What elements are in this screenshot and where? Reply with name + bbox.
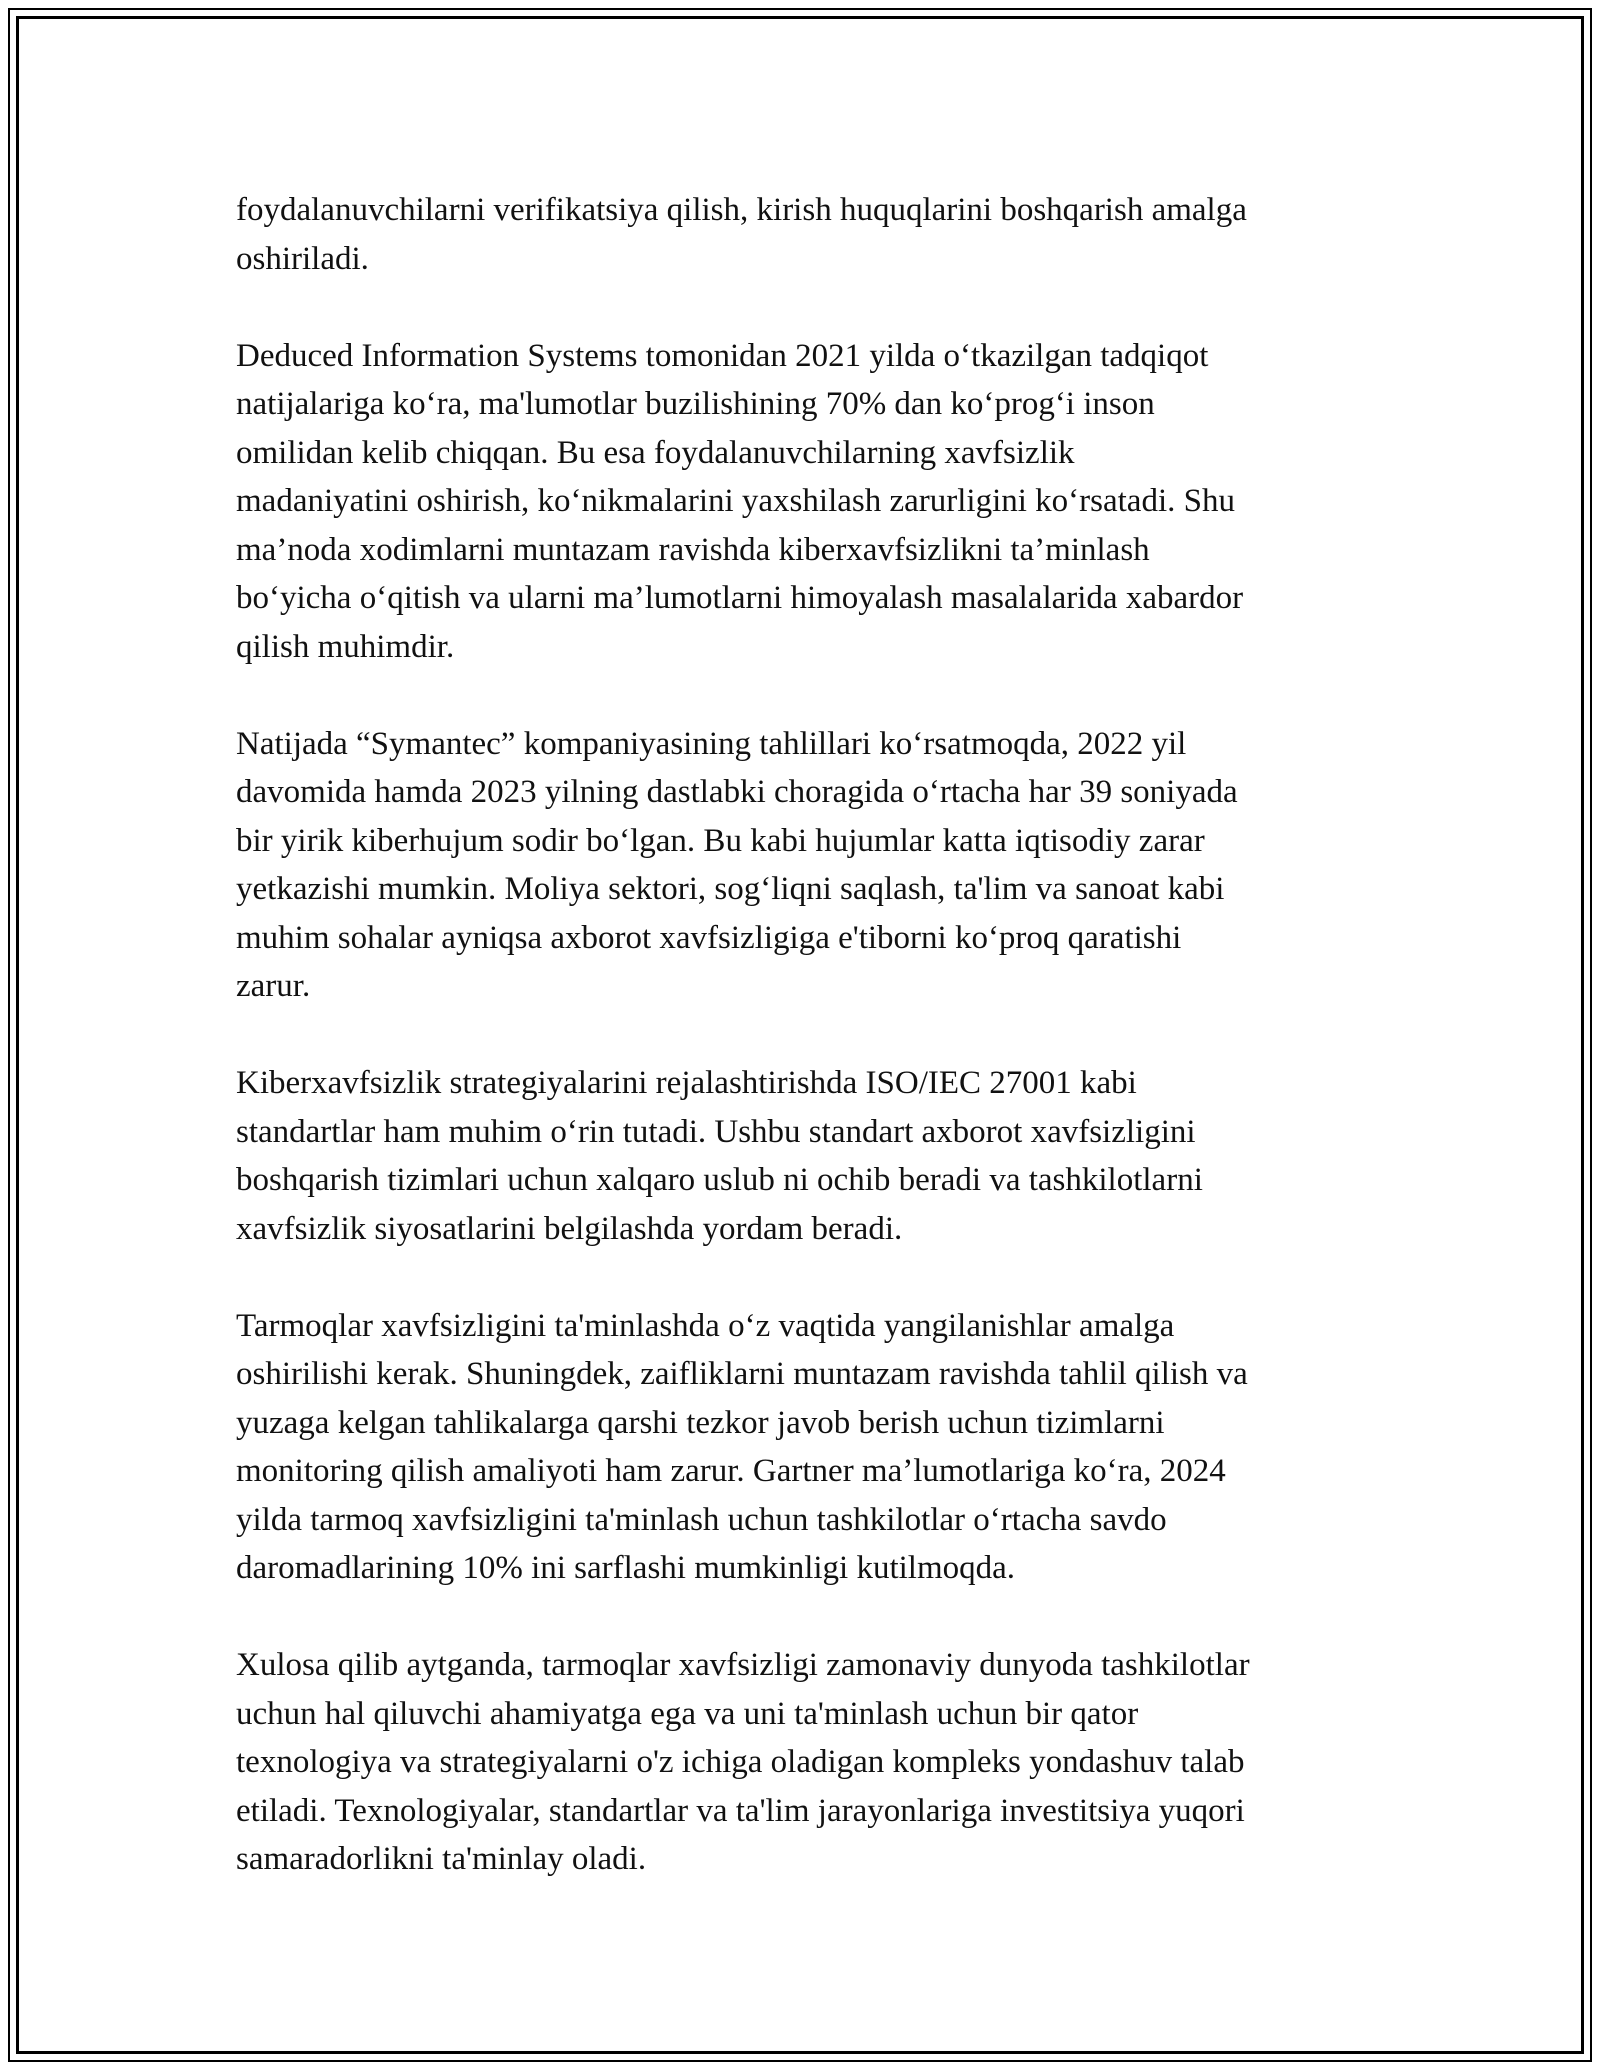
text-line: muhim sohalar ayniqsa axborot xavfsizligiga e'tiborni ko‘proq qaratishi (236, 919, 1182, 956)
paragraph-4 (236, 1059, 1376, 1253)
text-line: natijalariga ko‘ra, ma'lumotlar buzilishining 70% dan ko‘prog‘i inson (236, 386, 1155, 422)
text-line: boshqarish tizimlari uchun xalqaro uslub ni ochib beradi va tashkilotlarni (236, 1162, 1203, 1198)
text-line: qilish muhimdir. (236, 628, 455, 665)
text-line: Tarmoqlar xavfsizligini ta'minlashda o‘z vaqtida yangilanishlar amalga (236, 1307, 1175, 1344)
text-line: standartlar ham muhim o‘rin tutadi. Ushbu standart axborot xavfsizligini (236, 1113, 1196, 1150)
text-line: davomida hamda 2023 yilning dastlabki choragida o‘rtacha har 39 soniyada (236, 774, 1238, 810)
text-line: ma’noda xodimlarni muntazam ravishda kiberxavfsizlikni ta’minlash (236, 531, 1150, 568)
text-line: yilda tarmoq xavfsizligini ta'minlash uchun tashkilotlar o‘rtacha savdo (236, 1501, 1167, 1538)
paragraph-6 (236, 1641, 1376, 1884)
document-body (236, 186, 1376, 1932)
text-line: xavfsizlik siyosatlarini belgilashda yordam beradi. (236, 1210, 903, 1247)
text-line: omilidan kelib chiqqan. Bu esa foydalanuvchilarning xavfsizlik (236, 434, 1075, 471)
text-line: uchun hal qiluvchi ahamiyatga ega va uni ta'minlash uchun bir qator (236, 1695, 1139, 1732)
text-line: oshirilishi kerak. Shuningdek, zaifliklarni muntazam ravishda tahlil qilish va (236, 1356, 1248, 1392)
text-line: Natijada “Symantec” kompaniyasining tahlillari ko‘rsatmoqda, 2022 yil (236, 725, 1187, 762)
text-line: bir yirik kiberhujum sodir bo‘lgan. Bu kabi hujumlar katta iqtisodiy zarar (236, 822, 1205, 859)
text-line: oshiriladi. (236, 240, 369, 277)
text-line: madaniyatini oshirish, ko‘nikmalarini yaxshilash zarurligini ko‘rsatadi. Shu (236, 483, 1235, 519)
paragraph-5 (236, 1302, 1376, 1593)
text-line: Kiberxavfsizlik strategiyalarini rejalashtirishda ISO/IEC 27001 kabi (236, 1065, 1137, 1101)
text-line: daromadlarining 10% ini sarflashi mumkinligi kutilmoqda. (236, 1550, 1016, 1586)
paragraph-3 (236, 720, 1376, 1011)
text-line: yetkazishi mumkin. Moliya sektori, sog‘liqni saqlash, ta'lim va sanoat kabi (236, 871, 1225, 907)
text-line: yuzaga kelgan tahlikalarga qarshi tezkor javob berish uchun tizimlarni (236, 1404, 1165, 1441)
paragraph-1 (236, 186, 1376, 283)
text-line: samaradorlikni ta'minlay oladi. (236, 1841, 647, 1877)
text-line: Xulosa qilib aytganda, tarmoqlar xavfsizligi zamonaviy dunyoda tashkilotlar (236, 1647, 1250, 1683)
text-line: zarur. (236, 968, 311, 1004)
text-line: Deduced Information Systems tomonidan 2021 yilda o‘tkazilgan tadqiqot (236, 337, 1209, 374)
text-line: etiladi. Texnologiyalar, standartlar va ta'lim jarayonlariga investitsiya yuqori (236, 1792, 1245, 1829)
paragraph-2 (236, 332, 1376, 672)
text-line: foydalanuvchilarni verifikatsiya qilish, kirish huquqlarini boshqarish amalga (236, 192, 1247, 228)
text-line: bo‘yicha o‘qitish va ularni ma’lumotlarni himoyalash masalalarida xabardor (236, 580, 1244, 616)
text-line: texnologiya va strategiyalarni o'z ichiga oladigan kompleks yondashuv talab (236, 1744, 1245, 1780)
text-line: monitoring qilish amaliyoti ham zarur. Gartner ma’lumotlariga ko‘ra, 2024 (236, 1453, 1226, 1489)
